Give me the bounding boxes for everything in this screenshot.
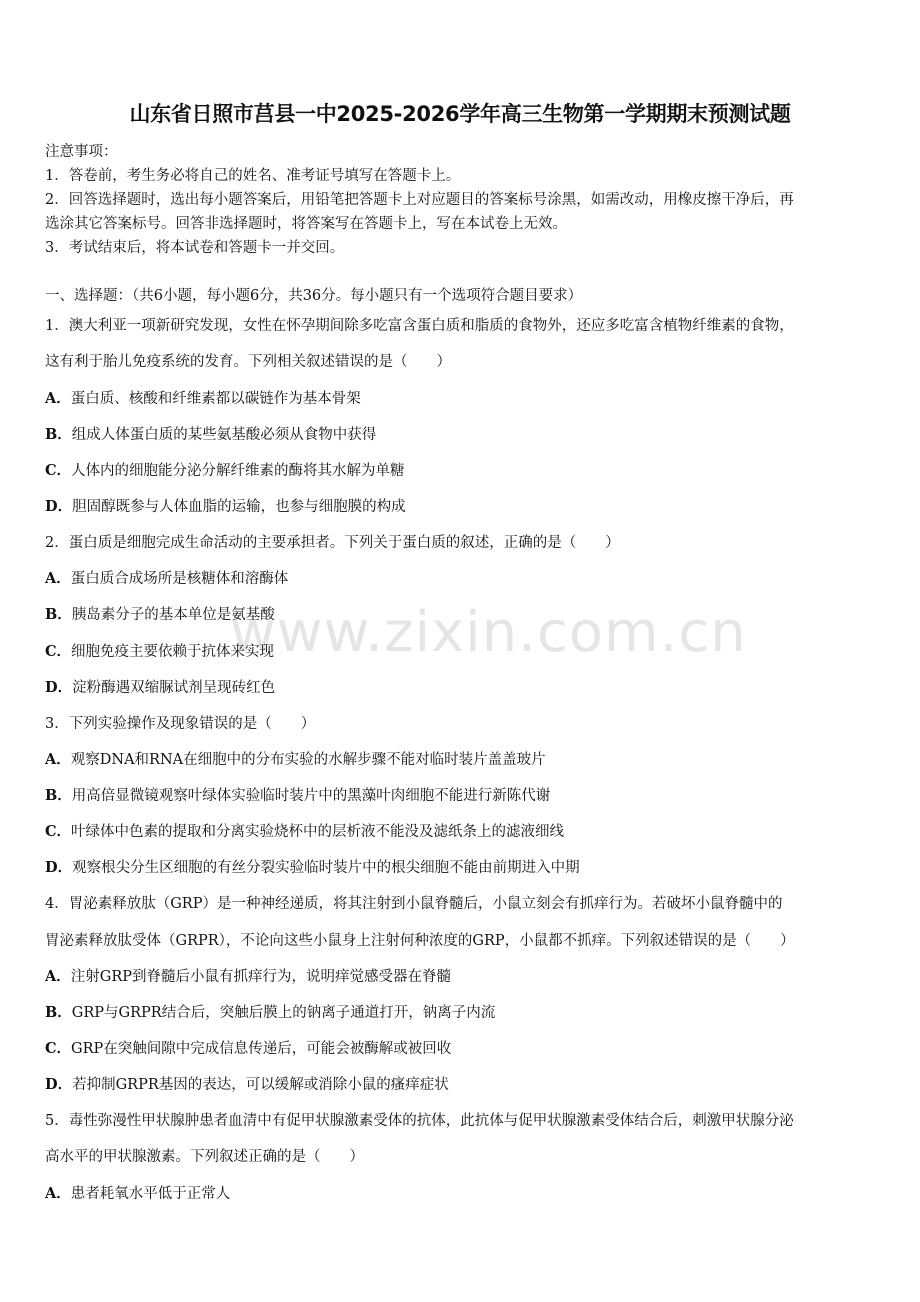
question-4-stem-line-2: 胃泌素释放肽受体（GRPR），不论向这些小鼠身上注射何种浓度的GRP，小鼠都不抓痒。下列叙述错误的是（ ） — [45, 933, 795, 949]
question-4-option-c — [45, 1037, 885, 1058]
option-label: A． — [45, 570, 71, 587]
option-label: B． — [45, 787, 72, 804]
section-heading: 一、选择题：（共6小题，每小题6分，共36分。每小题只有一个选项符合题目要求） — [45, 288, 583, 304]
notice-item-1: 1．答卷前，考生务必将自己的姓名、准考证号填写在答题卡上。 — [45, 168, 461, 184]
option-label: A． — [45, 1185, 71, 1202]
question-4-option-a — [45, 965, 885, 986]
question-4-option-b — [45, 1001, 885, 1022]
option-text: 蛋白质合成场所是核糖体和溶酶体 — [70, 571, 289, 587]
question-4-option-d — [45, 1073, 885, 1094]
option-text: 细胞免疫主要依赖于抗体来实现 — [71, 644, 275, 660]
option-text: GRP与GRPR结合后，突触后膜上的钠离子通道打开，钠离子内流 — [71, 1005, 496, 1021]
question-1-stem-line-2: 这有利于胎儿免疫系统的发育。下列相关叙述错误的是（ ） — [45, 354, 451, 370]
question-4-stem-line-1: 4．胃泌素释放肽（GRP）是一种神经递质，将其注射到小鼠脊髓后，小鼠立刻会有抓痒行为。若破坏小鼠脊髓中的 — [45, 896, 783, 912]
option-text: 患者耗氧水平低于正常人 — [70, 1186, 231, 1202]
option-text: 蛋白质、核酸和纤维素都以碳链作为基本骨架 — [70, 391, 361, 407]
option-label: C． — [45, 823, 72, 840]
option-text: 淀粉酶遇双缩脲试剂呈现砖红色 — [72, 680, 276, 696]
question-3-option-a — [45, 748, 885, 769]
watermark-text: www.zixin.com.cn — [230, 600, 747, 665]
question-2-option-d — [45, 676, 885, 697]
option-text: 观察根尖分生区细胞的有丝分裂实验临时装片中的根尖细胞不能由前期进入中期 — [72, 860, 580, 876]
question-5-stem-line-2: 高水平的甲状腺激素。下列叙述正确的是（ ） — [45, 1149, 364, 1165]
option-text: 胆固醇既参与人体血脂的运输，也参与细胞膜的构成 — [72, 499, 406, 515]
question-1-option-b — [45, 423, 885, 444]
option-text: 用高倍显微镜观察叶绿体实验临时装片中的黑藻叶肉细胞不能进行新陈代谢 — [71, 788, 551, 804]
question-5-option-a — [45, 1182, 885, 1203]
notice-item-2: 2．回答选择题时，选出每小题答案后，用铅笔把答题卡上对应题目的答案标号涂黑，如需改动，用橡皮擦干净后，再 — [45, 192, 794, 208]
option-label: C． — [45, 643, 72, 660]
option-text: GRP在突触间隙中完成信息传递后，可能会被酶解或被回收 — [71, 1041, 452, 1057]
option-text: 观察DNA和RNA在细胞中的分布实验的水解步骤不能对临时装片盖盖玻片 — [70, 752, 546, 768]
option-text: 若抑制GRPR基因的表达，可以缓解或消除小鼠的瘙痒症状 — [72, 1077, 449, 1093]
option-text: 组成人体蛋白质的某些氨基酸必须从食物中获得 — [71, 427, 377, 443]
option-label: A． — [45, 390, 71, 407]
question-1-option-c — [45, 459, 885, 480]
page-title: 山东省日照市莒县一中2025-2026学年高三生物第一学期期末预测试题 — [129, 102, 791, 126]
option-text: 注射GRP到脊髓后小鼠有抓痒行为，说明痒觉感受器在脊髓 — [70, 969, 452, 985]
option-label: C． — [45, 1040, 72, 1057]
question-1-option-d — [45, 495, 885, 516]
option-label: D． — [45, 859, 73, 876]
option-label: D． — [45, 1076, 73, 1093]
question-5-stem-line-1: 5．毒性弥漫性甲状腺肿患者血清中有促甲状腺激素受体的抗体，此抗体与促甲状腺激素受体结合后，刺激甲状腺分泌 — [45, 1113, 794, 1129]
option-label: A． — [45, 751, 71, 768]
option-label: D． — [45, 498, 73, 515]
question-1-option-a — [45, 387, 885, 408]
option-label: B． — [45, 1004, 72, 1021]
question-2-stem-line-1: 2．蛋白质是细胞完成生命活动的主要承担者。下列关于蛋白质的叙述，正确的是（ ） — [45, 535, 620, 551]
question-3-option-b — [45, 784, 885, 805]
question-3-option-d — [45, 856, 885, 877]
option-label: C． — [45, 462, 72, 479]
option-label: D． — [45, 679, 73, 696]
option-text: 人体内的细胞能分泌分解纤维素的酶将其水解为单糖 — [71, 463, 405, 479]
option-label: A． — [45, 968, 71, 985]
question-1-stem-line-1: 1．澳大利亚一项新研究发现，女性在怀孕期间除多吃富含蛋白质和脂质的食物外，还应多吃富含植物纤维素的食物， — [45, 318, 794, 334]
option-label: B． — [45, 606, 72, 623]
option-text: 胰岛素分子的基本单位是氨基酸 — [71, 607, 275, 623]
option-text: 叶绿体中色素的提取和分离实验烧杯中的层析液不能没及滤纸条上的滤液细线 — [71, 824, 565, 840]
notice-item-3: 3．考试结束后，将本试卷和答题卡一并交回。 — [45, 240, 345, 256]
question-3-option-c — [45, 820, 885, 841]
option-label: B． — [45, 426, 72, 443]
notice-heading: 注意事项： — [45, 144, 118, 160]
notice-item-2-cont: 选涂其它答案标号。回答非选择题时，将答案写在答题卡上，写在本试卷上无效。 — [45, 216, 567, 232]
question-2-option-a — [45, 567, 885, 588]
question-3-stem-line-1: 3．下列实验操作及现象错误的是（ ） — [45, 716, 316, 732]
